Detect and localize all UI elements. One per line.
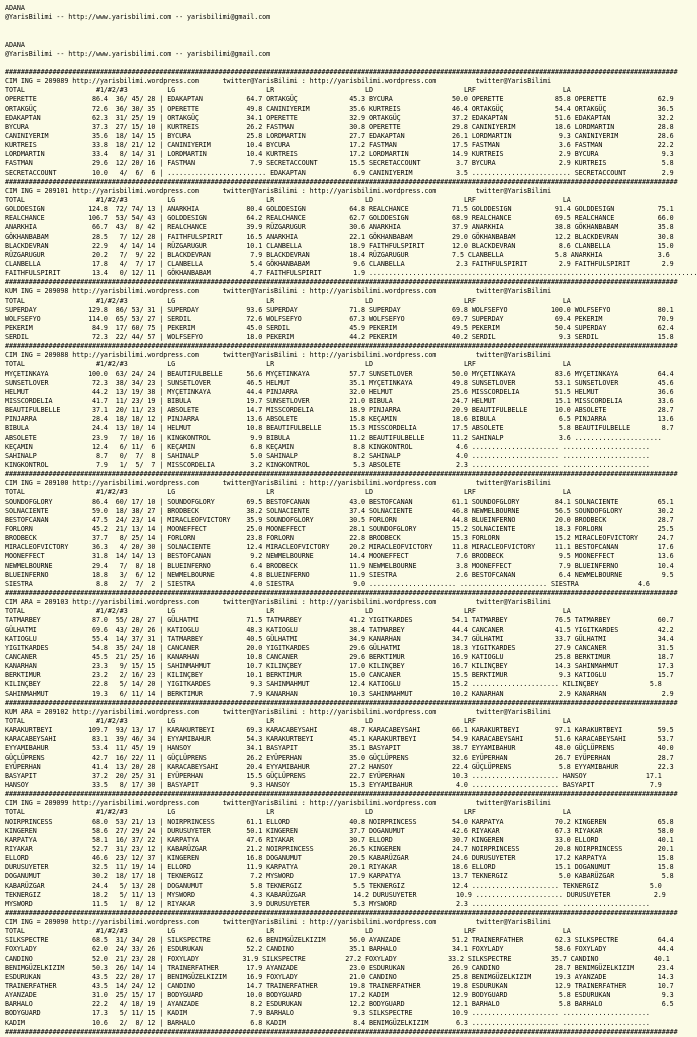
horse-row: BARHALO 22.2 4/ 18/ 19 | AYANZADE 8.2 ESDURUKAN 12.2 BODYGUARD 12.1 BARHALO 5.8 BARHALO 6.5 [5,1000,674,1009]
horse-row: FASTMAN 29.6 12/ 20/ 16 | FASTMAN 7.9 SECRETACCOUNT 15.5 SECRETACCOUNT 3.7 BYCURA 2.9 KURTREIS 5.8 [5,159,674,168]
col-lrf: LRF [463,86,563,95]
column-header-row [5,717,690,726]
col-total: TOTAL [5,296,96,305]
blank-line [5,31,690,40]
separator: ########################################################################################################################################################################## [5,67,678,76]
col-lr: LR [266,296,366,305]
col-lr: LR [266,607,366,616]
col-ld: LD [365,360,464,369]
horse-row: SOLNACIENTE 59.0 18/ 38/ 27 | BRODBECK 38.2 SOLNACIENTE 37.4 SOLNACIENTE 46.8 NEWMELBOURNE 56.5 SOUNDOFGLORY 30.2 [5,506,674,515]
horse-row: KANARHAN 23.3 9/ 15/ 15 | SAHINMAHMUT 10.7 KILINÇBEY 17.0 KILINÇBEY 16.7 KILINÇBEY 14.3 SAHINMAHMUT 17.3 [5,662,674,671]
horse-row: FOXYLADY 62.0 24/ 33/ 26 | ESDURUKAN 52.2 CANDINO 35.1 BARHALO 34.1 FOXYLADY 58.6 FOXYLADY 44.4 [5,945,674,954]
col-la: LA [562,296,571,305]
col-positions: #1/#2/#3 [96,296,168,305]
col-total: TOTAL [5,607,96,616]
horse-row: KILINÇBEY 22.8 5/ 14/ 20 | YIGITKARDES 9.3 SAHINMAHMUT 12.4 KATIOGLU 15.2 ...................... KILINÇBEY 5.8 [5,680,662,689]
col-lg: LG [167,195,267,204]
col-lg: LG [167,808,267,817]
col-total: TOTAL [5,716,96,725]
report-credit: @YarisBilimi -- http://www.yarisbilimi.com -- yarisbilimi@gmail.com [5,13,271,22]
col-ld: LD [365,716,464,725]
horse-row: KABARÜZGAR 24.4 5/ 13/ 28 | DOGANUMUT 5.8 TEKNERGIZ 5.5 TEKNERGIZ 12.4 ...................... TEKNERGIZ 5.0 [5,881,662,890]
horse-row: CANINIYERIM 35.6 18/ 14/ 15 | BYCURA 25.8 LORDMARTIN 27.7 EDAKAPTAN 26.1 LORDMARTIN 9.3 CANINIYERIM 28.6 [5,131,674,140]
col-ld: LD [365,607,464,616]
horse-row: BLACKDEVRAN 22.9 4/ 14/ 14 | RÜZGARUGUR 10.1 CLANBELLA 18.9 FAITHFULSPIRIT 12.0 BLACKDEVRAN 8.6 CLANBELLA 15.0 [5,241,674,250]
horse-row: EYÜPERHAN 41.4 13/ 20/ 28 | KARACABEYSAHI 20.4 EYYAMIBAHUR 27.2 HANSOY 22.4 GÜÇLÜPRENS 5.8 EYYAMIBAHUR 22.3 [5,762,674,771]
horse-row: MYÇETINKAYA 100.0 63/ 24/ 24 | BEAUTIFULBELLE 56.6 MYÇETINKAYA 57.7 SUNSETLOVER 50.0 MYÇETINKAYA 83.6 MYÇETINKAYA 64.4 [5,369,674,378]
race-label: KUM ARA = 209102 http://yarisbilimi.wordpress.com twitter@YarisBilimi : http://yarisbilimi.wordpress.com twitter@YarisBilimi [5,707,551,716]
horse-row: EYYAMIBAHUR 53.4 11/ 45/ 19 | HANSOY 34.1 BASYAPIT 35.1 BASYAPIT 38.7 EYYAMIBAHUR 48.0 GÜÇLÜPRENS 40.0 [5,744,674,753]
col-lr: LR [266,716,366,725]
horse-row: PINJARRA 28.4 18/ 18/ 12 | PINJARRA 13.6 ABSOLETE 15.8 KEÇAMIN 18.6 BIBULA 6.5 PINJARRA 13.6 [5,415,674,424]
col-lg: LG [167,86,267,95]
col-lr: LR [266,195,366,204]
horse-row: SUPERDAY 129.8 86/ 53/ 31 | SUPERDAY 93.6 SUPERDAY 71.8 SUPERDAY 69.8 WOLFSEFYO 100.0 WOLFSEFYO 80.1 [5,305,674,314]
col-positions: #1/#2/#3 [96,360,168,369]
col-lrf: LRF [463,808,563,817]
horse-row: NOIRPRINCESS 68.0 53/ 21/ 13 | NOIRPRINCESS 61.1 ELLORD 40.8 NOIRPRINCESS 54.0 KARPATYA 70.2 KINGEREN 65.8 [5,817,674,826]
horse-row: SOUNDOFGLORY 86.4 60/ 17/ 10 | SOUNDOFGLORY 69.5 BESTOFCANAN 43.0 BESTOFCANAN 61.1 SOUNDOFGLORY 84.1 SOLNACIENTE 65.1 [5,497,674,506]
horse-row: REALCHANCE 106.7 53/ 54/ 43 | GOLDDESIGN 64.2 REALCHANCE 62.7 GOLDDESIGN 68.9 REALCHANCE 69.5 REALCHANCE 66.0 [5,214,674,223]
horse-row: SAHINMAHMUT 19.3 6/ 11/ 14 | BERKTIMUR 7.9 KANARHAN 10.3 SAHINMAHMUT 10.2 KANARHAN 2.9 KANARHAN 2.9 [5,689,674,698]
horse-row: BRODBECK 37.7 8/ 25/ 14 | FORLORN 23.8 FORLORN 22.8 BRODBECK 15.3 FORLORN 15.2 MIRACLEOFVICTORY 24.7 [5,534,674,543]
horse-row: DOGANUMUT 30.2 18/ 17/ 18 | TEKNERGIZ 7.2 MYSWORD 17.9 KARPATYA 13.7 TEKNERGIZ 5.0 KABARÜZGAR 5.8 [5,872,674,881]
separator: ########################################################################################################################################################################## [5,698,678,707]
race-label: CIM ING = 209089 http://yarisbilimi.wordpress.com twitter@YarisBilimi : http://yarisbilimi.wordpress.com twitter@YarisBilimi [5,77,551,86]
separator: ########################################################################################################################################################################## [5,790,678,799]
horse-row: ORTAKGÜÇ 72.6 36/ 30/ 35 | OPERETTE 49.8 CANINIYERIM 35.6 KURTREIS 46.4 ORTAKGÜÇ 54.4 ORTAKGÜÇ 36.5 [5,104,674,113]
col-total: TOTAL [5,86,96,95]
horse-row: GÜÇLÜPRENS 42.7 16/ 22/ 11 | GÜÇLÜPRENS 26.2 EYÜPERHAN 35.0 GÜÇLÜPRENS 32.6 EYÜPERHAN 26.7 EYÜPERHAN 28.7 [5,753,674,762]
horse-row: DURUSUYETER 32.5 11/ 19/ 14 | ELLORD 11.9 KARPATYA 20.1 RIYAKAR 18.6 ELLORD 15.1 DOGANUMUT 15.8 [5,863,674,872]
horse-row: ANARKHIA 66.7 43/ 8/ 42 | REALCHANCE 39.9 RÜZGARUGUR 30.6 ANARKHIA 37.9 ANARKHIA 38.8 GÖKHANBABAM 35.8 [5,223,674,232]
column-header-row [5,360,690,369]
col-lg: LG [167,607,267,616]
horse-row: RÜZGARUGUR 20.2 7/ 9/ 22 | BLACKDEVRAN 7.9 BLACKDEVRAN 18.4 RÜZGARUGUR 7.5 CLANBELLA 5.8 ANARKHIA 3.6 [5,250,670,259]
col-la: LA [562,488,571,497]
horse-row: AYANZADE 31.0 25/ 15/ 17 | BODYGUARD 10.0 BODYGUARD 17.2 KADIM 12.9 BODYGUARD 5.8 ESDURUKAN 9.3 [5,991,674,1000]
report-title: ADANA [5,40,25,49]
horse-row: BESTOFCANAN 47.5 24/ 23/ 14 | MIRACLEOFVICTORY 35.9 SOUNDOFGLORY 30.5 FORLORN 44.8 BLUEINFERNO 20.0 BRODBECK 28.7 [5,515,674,524]
horse-row: KARAKURTBEYI 109.7 93/ 13/ 17 | KARAKURTBEYI 69.3 KARACABEYSAHI 48.7 KARACABEYSAHI 66.1 KARAKURTBEYI 97.1 KARAKURTBEYI 59.5 [5,726,674,735]
horse-row: BLUEINFERNO 18.8 3/ 6/ 12 | NEWMELBOURNE 4.8 BLUEINFERNO 11.9 SIESTRA 2.6 BESTOFCANAN 6.4 NEWMELBOURNE 9.5 [5,570,674,579]
col-la: LA [562,360,571,369]
horse-row: GÜLHATMI 69.6 43/ 20/ 26 | KATIOGLU 48.3 KATIOGLU 38.4 TATMARBEY 44.4 CANCANER 41.5 YIGITKARDES 42.2 [5,625,674,634]
race-label: CIM ING = 209101 http://yarisbilimi.wordpress.com twitter@YarisBilimi : http://yarisbilimi.wordpress.com twitter@YarisBilimi [5,186,551,195]
horse-row: GÖKHANBABAM 28.5 7/ 12/ 28 | FAITHFULSPIRIT 16.5 ANARKHIA 22.1 GÖKHANBABAM 29.0 GÖKHANBABAM 12.2 BLACKDEVRAN 30.8 [5,232,674,241]
col-total: TOTAL [5,360,96,369]
col-positions: #1/#2/#3 [96,927,168,936]
horse-row: SUNSETLOVER 72.3 38/ 34/ 23 | SUNSETLOVER 46.5 HELMUT 35.1 MYÇETINKAYA 49.8 SUNSETLOVER 53.1 SUNSETLOVER 45.6 [5,378,674,387]
horse-row: KURTREIS 33.8 18/ 21/ 12 | CANINIYERIM 10.4 BYCURA 17.2 FASTMAN 17.5 FASTMAN 3.6 FASTMAN 22.2 [5,141,674,150]
col-lg: LG [167,927,267,936]
horse-row: SAHINALP 8.7 0/ 7/ 8 | SAHINALP 5.0 SAHINALP 8.2 SAHINALP 4.0 ...................... ...................... [5,451,650,460]
horse-row: HELMUT 44.2 13/ 19/ 38 | MYÇETINKAYA 44.4 PINJARRA 32.0 HELMUT 25.6 MISSCORDELIA 51.5 HELMUT 36.6 [5,387,674,396]
horse-row: BODYGUARD 17.3 5/ 11/ 15 | KADIM 7.9 BARHALO 9.3 SILKSPECTRE 10.9 ...................... ...................... [5,1009,650,1018]
horse-row: KARPATYA 58.1 16/ 37/ 22 | KARPATYA 47.6 RIYAKAR 30.7 ELLORD 30.7 KINGEREN 33.0 ELLORD 40.1 [5,835,674,844]
separator: ########################################################################################################################################################################## [5,342,678,351]
race-label: CIM ING = 209100 http://yarisbilimi.wordpress.com twitter@YarisBilimi : http://yarisbilimi.wordpress.com twitter@YarisBilimi [5,479,551,488]
col-positions: #1/#2/#3 [96,808,168,817]
horse-row: BIBULA 24.4 13/ 10/ 14 | HELMUT 10.8 BEAUTIFULBELLE 15.3 MISSCORDELIA 17.5 ABSOLETE 5.8 BEAUTIFULBELLE 8.7 [5,424,674,433]
col-lrf: LRF [463,607,563,616]
horse-row: TATMARBEY 87.0 55/ 28/ 27 | GÜLHATMI 71.5 TATMARBEY 41.2 YIGITKARDES 54.1 TATMARBEY 76.5 TATMARBEY 60.7 [5,616,674,625]
horse-row: CANCANER 45.5 21/ 25/ 16 | KANARHAN 10.8 CANCANER 29.6 BERKTIMUR 16.9 KATIOGLU 25.8 BERKTIMUR 18.7 [5,652,674,661]
col-lr: LR [266,927,366,936]
col-positions: #1/#2/#3 [96,488,168,497]
horse-row: SERDIL 72.3 22/ 44/ 57 | WOLFSEFYO 18.0 PEKERIM 44.2 PEKERIM 40.2 SERDIL 9.3 SERDIL 15.8 [5,333,674,342]
col-ld: LD [365,296,464,305]
horse-row: CANDINO 52.0 21/ 23/ 28 | FOXYLADY 31.9 SILKSPECTRE 27.2 FOXYLADY 33.2 SILKSPECTRE 35.7 CANDINO 40.1 [5,954,670,963]
horse-row: MOONEFFECT 31.8 14/ 14/ 13 | BESTOFCANAN 9.2 NEWMELBOURNE 14.4 MOONEFFECT 7.6 BRODBECK 9.5 MOONEFFECT 13.6 [5,552,674,561]
horse-row: CLANBELLA 17.8 4/ 7/ 17 | CLANBELLA 5.4 GÖKHANBABAM 9.6 CLANBELLA 2.3 FAITHFULSPIRIT 2.9 FAITHFULSPIRIT 2.9 [5,259,674,268]
col-ld: LD [365,488,464,497]
col-lr: LR [266,86,366,95]
horse-row: MYSWORD 11.5 1/ 8/ 12 | RIYAKAR 3.9 DURUSUYETER 5.3 MYSWORD 2.3 ...................... ...................... [5,899,650,908]
col-total: TOTAL [5,195,96,204]
col-ld: LD [365,86,464,95]
separator: ########################################################################################################################################################################## [5,470,678,479]
horse-row: ABSOLETE 23.9 7/ 10/ 16 | KINGKONTROL 9.9 BIBULA 11.2 BEAUTIFULBELLE 11.2 SAHINALP 3.6 ...................... [5,433,662,442]
horse-row: KATIOGLU 55.4 14/ 37/ 31 | TATMARBEY 40.5 GÜLHATMI 34.9 KANARHAN 34.7 GÜLHATMI 33.7 GÜLHATMI 34.4 [5,634,674,643]
horse-row: SECRETACCOUNT 10.0 4/ 6/ 6 | ......................... EDAKAPTAN 6.9 CANINIYERIM 3.5 ......................... SECRETACCOUNT 2.9 [5,168,674,177]
horse-row: HANSOY 33.5 8/ 17/ 30 | BASYAPIT 9.3 HANSOY 15.3 EYYAMIBAHUR 4.0 ...................... BASYAPIT 7.9 [5,780,662,789]
separator: ########################################################################################################################################################################## [5,1027,678,1036]
horse-row: WOLFSEFYO 114.0 65/ 53/ 27 | SERDIL 72.6 WOLFSEFYO 67.3 WOLFSEFYO 69.7 SUPERDAY 69.4 PEKERIM 70.9 [5,314,674,323]
horse-row: FAITHFULSPIRIT 13.4 0/ 12/ 11 | GÖKHANBABAM 4.7 FAITHFULSPIRIT 1.9 ................................................................................... [5,269,697,278]
col-lr: LR [266,808,366,817]
race-label: CIM ING = 209088 http://yarisbilimi.wordpress.com twitter@YarisBilimi : http://yarisbilimi.wordpress.com twitter@YarisBilimi [5,351,551,360]
col-la: LA [562,716,571,725]
horse-row: GOLDDESIGN 124.8 72/ 74/ 13 | ANARKHIA 80.4 GOLDDESIGN 64.8 REALCHANCE 71.5 GOLDDESIGN 91.4 GOLDDESIGN 75.1 [5,205,674,214]
col-positions: #1/#2/#3 [96,716,168,725]
race-label: CIM ING = 209090 http://yarisbilimi.wordpress.com twitter@YarisBilimi : http://yarisbilimi.wordpress.com twitter@YarisBilimi [5,918,551,927]
horse-row: OPERETTE 86.4 36/ 45/ 28 | EDAKAPTAN 64.7 ORTAKGÜÇ 45.3 BYCURA 50.0 OPERETTE 85.8 OPERETTE 62.9 [5,95,674,104]
horse-row: KINGEREN 58.6 27/ 29/ 24 | DURUSUYETER 50.1 KINGEREN 37.7 DOGANUMUT 42.6 RIYAKAR 67.3 RIYAKAR 58.0 [5,826,674,835]
horse-row: FORLORN 45.2 21/ 13/ 14 | MOONEFFECT 25.0 MOONEFFECT 28.1 SOUNDOFGLORY 15.2 SOLNACIENTE 18.3 FORLORN 25.5 [5,525,674,534]
col-positions: #1/#2/#3 [96,195,168,204]
race-label: KUM ING = 209098 http://yarisbilimi.wordpress.com twitter@YarisBilimi : http://yarisbilimi.wordpress.com twitter@YarisBilimi [5,287,551,296]
horse-row: KARACABEYSAHI 83.1 39/ 46/ 34 | EYYAMIBAHUR 54.3 KARAKURTBEYI 45.1 KARAKURTBEYI 54.9 KARACABEYSAHI 51.6 KARACABEYSAHI 53.7 [5,735,674,744]
horse-row: BERKTIMUR 23.2 2/ 16/ 23 | KILINÇBEY 10.1 BERKTIMUR 15.0 CANCANER 15.5 BERKTIMUR 9.3 KATIOGLU 15.7 [5,671,674,680]
col-ld: LD [365,808,464,817]
horse-row: PEKERIM 84.9 17/ 60/ 75 | PEKERIM 45.0 SERDIL 45.9 PEKERIM 49.5 PEKERIM 50.4 SUPERDAY 62.4 [5,323,674,332]
column-header-row [5,196,690,205]
col-lg: LG [167,360,267,369]
col-lg: LG [167,296,267,305]
horse-row: MIRACLEOFVICTORY 36.3 4/ 20/ 30 | SOLNACIENTE 12.4 MIRACLEOFVICTORY 20.2 MIRACLEOFVICTORY 11.8 MIRACLEOFVICTORY 11.1 BESTOFCANAN 17.6 [5,543,674,552]
horse-row: LORDMARTIN 33.4 8/ 14/ 31 | LORDMARTIN 10.4 KURTREIS 17.2 LORDMARTIN 14.9 KURTREIS 2.9 BYCURA 9.3 [5,150,674,159]
horse-row: NEWMELBOURNE 29.4 7/ 8/ 18 | BLUEINFERNO 6.4 BRODBECK 11.9 NEWMELBOURNE 3.8 MOONEFFECT 7.9 BLUEINFERNO 10.4 [5,561,674,570]
horse-row: SIESTRA 8.8 2/ 7/ 2 | SIESTRA 4.0 SIESTRA 9.0 ...................... ...................... SIESTRA 4.6 [5,579,650,588]
col-lrf: LRF [463,360,563,369]
col-positions: #1/#2/#3 [96,607,168,616]
separator: ########################################################################################################################################################################## [5,589,678,597]
col-ld: LD [365,195,464,204]
column-header-row [5,488,690,497]
blank-line [5,59,690,68]
horse-row: TEKNERGIZ 18.2 5/ 11/ 13 | MYSWORD 4.3 KABARÜZGAR 14.2 DURUSUYETER 10.9 ...................... DURUSUYETER 2.9 [5,890,666,899]
separator: ########################################################################################################################################################################## [5,278,678,287]
horse-row: EDAKAPTAN 62.3 31/ 25/ 19 | ORTAKGÜÇ 34.1 OPERETTE 32.9 ORTAKGÜÇ 37.2 EDAKAPTAN 51.6 EDAKAPTAN 32.2 [5,113,674,122]
col-total: TOTAL [5,808,96,817]
horse-row: BENIMGÜZELKIZIM 50.3 26/ 14/ 14 | TRAINERFATHER 17.9 AYANZADE 23.0 ESDURUKAN 26.9 CANDINO 28.7 BENIMGÜZELKIZIM 23.4 [5,963,674,972]
col-lg: LG [167,488,267,497]
horse-row: ELLORD 46.6 23/ 12/ 37 | KINGEREN 16.8 DOGANUMUT 20.5 KABARÜZGAR 24.6 DURUSUYETER 17.2 KARPATYA 15.8 [5,854,674,863]
horse-row: RIYAKAR 52.7 31/ 23/ 12 | KABARÜZGAR 21.2 NOIRPRINCESS 26.5 KINGEREN 24.7 NOIRPRINCESS 20.8 NOIRPRINCESS 20.1 [5,844,674,853]
col-la: LA [562,808,571,817]
separator: ########################################################################################################################################################################## [5,177,678,186]
col-total: TOTAL [5,927,96,936]
col-lrf: LRF [463,927,563,936]
horse-row: MISSCORDELIA 41.7 11/ 23/ 19 | BIBULA 19.7 SUNSETLOVER 21.0 BIBULA 24.7 HELMUT 15.1 MISSCORDELIA 33.6 [5,397,674,406]
horse-row: YIGITKARDES 54.8 35/ 24/ 18 | CANCANER 20.0 YIGITKARDES 29.6 GÜLHATMI 18.3 YIGITKARDES 27.9 CANCANER 31.5 [5,643,674,652]
col-ld: LD [365,927,464,936]
column-header-row [5,808,690,817]
col-lrf: LRF [463,716,563,725]
col-la: LA [562,927,571,936]
report-title: ADANA [5,4,25,12]
col-lrf: LRF [463,488,563,497]
column-header-row [5,297,690,306]
col-lg: LG [167,716,267,725]
column-header-row [5,927,690,936]
horse-row: BYCURA 37.3 27/ 15/ 10 | KURTREIS 26.2 FASTMAN 30.8 OPERETTE 29.8 CANINIYERIM 18.6 LORDMARTIN 28.8 [5,122,674,131]
col-lr: LR [266,488,366,497]
blank-line [5,22,690,31]
horse-row: KEÇAMIN 12.4 6/ 11/ 6 | KEÇAMIN 6.8 KEÇAMIN 8.8 KINGKONTROL 4.6 ...................... ...................... [5,442,650,451]
col-la: LA [562,195,571,204]
col-lr: LR [266,360,366,369]
horse-row: KADIM 10.6 2/ 8/ 12 | BARHALO 6.8 KADIM 8.4 BENIMGÜZELKIZIM 6.3 ...................... ...................... [5,1018,650,1027]
horse-row: KINGKONTROL 7.9 1/ 5/ 7 | MISSCORDELIA 3.2 KINGKONTROL 5.3 ABSOLETE 2.3 ...................... ...................... [5,461,650,470]
horse-row: TRAINERFATHER 43.5 14/ 24/ 12 | CANDINO 14.7 TRAINERFATHER 19.8 TRAINERFATHER 19.8 ESDURUKAN 12.9 TRAINERFATHER 10.7 [5,982,674,991]
col-lrf: LRF [463,195,563,204]
col-la: LA [562,86,571,95]
col-lrf: LRF [463,296,563,305]
col-positions: #1/#2/#3 [96,86,168,95]
horse-row: BEAUTIFULBELLE 37.1 20/ 11/ 23 | ABSOLETE 14.7 MISSCORDELIA 18.9 PINJARRA 20.9 BEAUTIFULBELLE 10.0 ABSOLETE 28.7 [5,406,674,415]
col-total: TOTAL [5,488,96,497]
horse-row: BASYAPIT 37.2 20/ 25/ 31 | EYÜPERHAN 15.5 GÜÇLÜPRENS 22.7 EYÜPERHAN 10.3 ...................... HANSOY 17.1 [5,771,662,780]
report-credit: @YarisBilimi -- http://www.yarisbilimi.com -- yarisbilimi@gmail.com [5,49,271,58]
race-label: CIM ING = 209099 http://yarisbilimi.wordpress.com twitter@YarisBilimi : http://yarisbilimi.wordpress.com twitter@YarisBilimi [5,799,551,808]
horse-row: ESDURUKAN 43.5 22/ 20/ 17 | BENIMGÜZELKIZIM 16.9 FOXYLADY 21.0 CANDINO 25.8 BENIMGÜZELKIZIM 19.3 AYANZADE 14.3 [5,972,674,981]
separator: ########################################################################################################################################################################## [5,908,678,917]
col-la: LA [562,607,571,616]
race-label: CIM ARA = 209103 http://yarisbilimi.wordpress.com twitter@YarisBilimi : http://yarisbilimi.wordpress.com twitter@YarisBilimi [5,598,551,607]
horse-row: SILKSPECTRE 68.5 31/ 34/ 20 | SILKSPECTRE 62.6 BENIMGÜZELKIZIM 56.0 AYANZADE 51.2 TRAINERFATHER 62.3 SILKSPECTRE 64.4 [5,936,674,945]
